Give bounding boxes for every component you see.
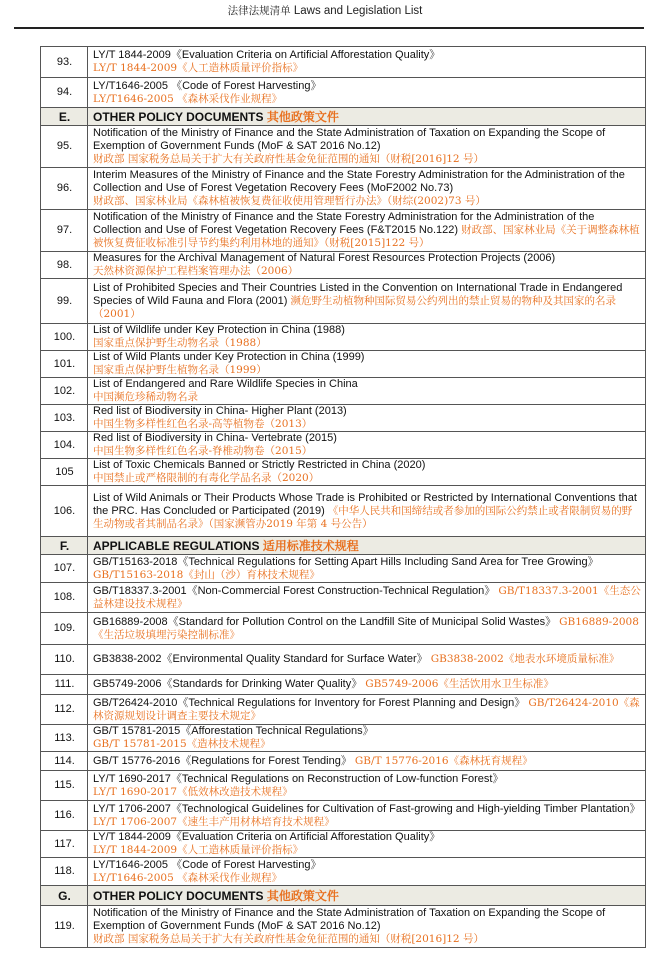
document-title-zh: 财政部 国家税务总局关于扩大有关政府性基金免征范围的通知（财税[2016]12 号） [93,933,484,945]
document-title-zh: 财政部 国家税务总局关于扩大有关政府性基金免征范围的通知（财税[2016]12 号） [93,153,484,165]
document-title-en: Red list of Biodiversity in China- Vertebrate (2015) [93,432,337,444]
document-title-en: LY/T 1844-2009《Evaluation Criteria on Artificial Afforestation Quality》 [93,831,441,843]
document-title-zh: 国家重点保护野生动物名录（1988） [93,337,267,349]
document-title-zh: 《中华人民共和国缔结或者参加的国际公约禁止或者限制贸易的野生动物或者其制品名录》（国家濒管办2019 年第 4 号公告） [93,504,633,530]
section-title-cell [88,886,646,906]
row-number: 106. [41,486,88,537]
section-title-cell [88,108,646,126]
document-cell [88,405,646,432]
document-title-en: List of Wildlife under Key Protection in China (1988) [93,324,345,336]
section-letter: E. [41,108,88,126]
document-title-en: GB/T18337.3-2001《Non-Commercial Forest Construction-Technical Regulation》 [93,584,496,597]
document-title-en: GB3838-2002《Environmental Quality Standard for Surface Water》 [93,653,428,665]
section-title-en: OTHER POLICY DOCUMENTS [93,109,264,124]
row-number: 114. [41,752,88,771]
document-title-zh: LY/T1646-2005 《森林采伐作业规程》 [93,871,283,884]
row-number: 100. [41,324,88,351]
document-title-en: GB/T26424-2010《Technical Regulations for Inventory for Forest Planning and Design》 [93,696,526,709]
table-row [41,801,646,831]
document-title-en: List of Wild Plants under Key Protection in China (1999) [93,351,365,363]
section-title-zh: 其他政策文件 [266,109,339,124]
row-number: 96. [41,168,88,210]
document-cell [88,906,646,948]
document-title-en: GB16889-2008《Standard for Pollution Control on the Landfill Site of Municipal Solid Wastes》 [93,615,557,628]
document-title-en: List of Prohibited Species and Their Countries Listed in the Convention on International Trade in Endangered Species of Wild Fauna and Flora (2001) [93,281,623,307]
document-cell [88,126,646,168]
document-cell [88,252,646,279]
document-title-zh: GB/T 15776-2016《森林抚育规程》 [354,754,533,767]
row-number: 101. [41,351,88,378]
document-title-en: List of Wild Animals or Their Products Whose Trade is Prohibited or Restricted by International Conventions that the PRC. Has Concluded or Participated (2019) [93,491,637,517]
row-number: 111. [41,675,88,695]
table-row [41,555,646,583]
table-row [41,126,646,168]
section-letter: G. [41,886,88,906]
document-cell [88,771,646,801]
row-number: 115. [41,771,88,801]
document-title-en: GB/T 15781-2015《Afforestation Technical Regulations》 [93,725,374,737]
document-cell [88,645,646,675]
document-title-zh: LY/T 1844-2009《人工造林质量评价指标》 [93,844,304,856]
section-title-cell [88,537,646,555]
document-title-zh: 中国禁止或严格限制的有毒化学品名录（2020） [93,472,320,484]
document-cell [88,858,646,886]
row-number: 93. [41,47,88,78]
document-cell [88,459,646,486]
document-cell [88,324,646,351]
document-cell [88,695,646,725]
section-title-en: APPLICABLE REGULATIONS [93,538,260,553]
row-number: 118. [41,858,88,886]
table-row [41,210,646,252]
document-title-en: Notification of the Ministry of Finance and the State Forestry Administration for the Administration of the Collection and Use of Forest Vegetation Recovery Fees (F&T2015 No.122) [93,211,595,236]
document-cell [88,555,646,583]
document-cell [88,432,646,459]
table-row [41,168,646,210]
document-title-en: Notification of the Ministry of Finance and the State Administration of Taxation on Expanding the Scope of Exemption of Government Funds (MoF & SAT 2016 No.12) [93,907,606,932]
row-number: 116. [41,801,88,831]
document-title-zh: LY/T 1706-2007《速生丰产用材林培育技术规程》 [93,815,335,828]
document-title-en: Red list of Biodiversity in China- Higher Plant (2013) [93,405,347,417]
row-number: 98. [41,252,88,279]
table-row [41,752,646,771]
table-row [41,771,646,801]
row-number: 112. [41,695,88,725]
table-row [41,279,646,324]
table-row [41,645,646,675]
row-number: 107. [41,555,88,583]
document-cell [88,378,646,405]
section-row [41,886,646,906]
document-title-en: LY/T 1690-2017《Technical Regulations on Reconstruction of Low-function Forest》 [93,772,504,785]
document-cell [88,210,646,252]
table-row [41,583,646,613]
row-number: 95. [41,126,88,168]
table-row [41,405,646,432]
page-title-zh: 法律法规清单 [227,5,291,17]
document-title-zh: 濒危野生动植物种国际贸易公约列出的禁止贸易的物种及其国家的名录（2001） [93,294,616,320]
laws-table [40,46,646,948]
document-title-en: GB/T15163-2018《Technical Regulations for Setting Apart Hills Including Sand Area for Tree Growing》 [93,555,599,568]
table-row [41,324,646,351]
row-number: 117. [41,831,88,858]
document-title-en: Notification of the Ministry of Finance and the State Administration of Taxation on Expanding the Scope of Exemption of Government Funds (MoF & SAT 2016 No.12) [93,127,606,152]
table-row [41,351,646,378]
document-title-zh: GB16889-2008《生活垃圾填埋污染控制标准》 [93,615,639,641]
document-cell [88,486,646,537]
section-title-zh: 适用标准技术规程 [262,538,359,553]
document-cell [88,725,646,752]
document-title-zh: LY/T 1690-2017《低效林改造技术规程》 [93,785,293,798]
document-cell [88,168,646,210]
table-row [41,432,646,459]
document-title-zh: 财政部、国家林业局《关于调整森林植被恢复费征收标准引导节约集约利用林地的通知》（财税[2015]122 号） [93,224,640,249]
row-number: 110. [41,645,88,675]
document-title-en: Measures for the Archival Management of Natural Forest Resources Protection Projects (2006) [93,252,556,264]
section-row [41,108,646,126]
document-title-zh: 国家重点保护野生植物名录（1999） [93,364,267,376]
row-number: 94. [41,78,88,108]
document-title-zh: GB/T26424-2010《森林资源规划设计调查主要技术规定》 [93,696,640,722]
table-row [41,47,646,78]
document-cell [88,675,646,695]
document-title-zh: LY/T 1844-2009《人工造林质量评价指标》 [93,62,304,74]
document-title-en: LY/T1646-2005 《Code of Forest Harvesting》 [93,79,322,92]
table-row [41,906,646,948]
document-title-zh: 天然林资源保护工程档案管理办法（2006） [93,265,299,277]
document-title-zh: 中国生物多样性红色名录-脊椎动物卷（2015） [93,445,313,457]
document-title-en: Interim Measures of the Ministry of Finance and the State Forestry Administration for the Administration of the Collection and Use of Forest Vegetation Recovery Fees (MoF2002 No.73) [93,169,625,194]
table-row [41,78,646,108]
row-number: 113. [41,725,88,752]
document-title-zh: 中国濒危珍稀动物名录 [93,391,198,403]
document-title-en: List of Toxic Chemicals Banned or Strictly Restricted in China (2020) [93,459,426,471]
row-number: 109. [41,613,88,645]
document-cell [88,583,646,613]
row-number: 119. [41,906,88,948]
document-title-en: GB/T 15776-2016《Regulations for Forest Tending》 [93,754,352,767]
document-title-zh: GB3838-2002《地表水环境质量标准》 [430,653,620,665]
document-cell [88,831,646,858]
document-title-zh: 财政部、国家林业局《森林植被恢复费征收使用管理暂行办法》（财综(2002)73 号） [93,195,486,207]
row-number: 99. [41,279,88,324]
document-title-en: List of Endangered and Rare Wildlife Species in China [93,378,358,390]
header-rule [14,27,644,29]
document-title-zh: GB/T 15781-2015《造林技术规程》 [93,738,271,750]
section-letter: F. [41,537,88,555]
document-cell [88,613,646,645]
document-title-en: GB5749-2006《Standards for Drinking Water Quality》 [93,678,363,690]
document-title-zh: LY/T1646-2005 《森林采伐作业规程》 [93,92,283,105]
row-number: 108. [41,583,88,613]
row-number: 105 [41,459,88,486]
page-header [0,3,650,18]
document-title-en: LY/T1646-2005 《Code of Forest Harvesting》 [93,858,322,871]
row-number: 102. [41,378,88,405]
document-title-en: LY/T 1706-2007《Technological Guidelines for Cultivation of Fast-growing and High-yielding Timber Plantation》 [93,802,641,815]
document-cell [88,351,646,378]
table-row [41,486,646,537]
table-row [41,831,646,858]
document-title-zh: GB5749-2006《生活饮用水卫生标准》 [365,678,554,690]
document-cell [88,801,646,831]
table-row [41,858,646,886]
table-row [41,725,646,752]
section-title-zh: 其他政策文件 [266,888,339,903]
document-cell [88,47,646,78]
table-row [41,675,646,695]
page-title-en: Laws and Legislation List [293,5,423,17]
table-row [41,459,646,486]
table-row [41,252,646,279]
document-title-zh: GB/T18337.3-2001《生态公益林建设技术规程》 [93,584,641,610]
table-row [41,695,646,725]
table-row [41,613,646,645]
document-title-zh: GB/T15163-2018《封山（沙）育林技术规程》 [93,568,320,581]
row-number: 103. [41,405,88,432]
document-cell [88,752,646,771]
row-number: 97. [41,210,88,252]
document-title-zh: 中国生物多样性红色名录-高等植物卷（2013） [93,418,313,430]
document-cell [88,78,646,108]
document-cell [88,279,646,324]
section-title-en: OTHER POLICY DOCUMENTS [93,888,264,903]
section-row [41,537,646,555]
table-row [41,378,646,405]
row-number: 104. [41,432,88,459]
document-title-en: LY/T 1844-2009《Evaluation Criteria on Artificial Afforestation Quality》 [93,49,441,61]
